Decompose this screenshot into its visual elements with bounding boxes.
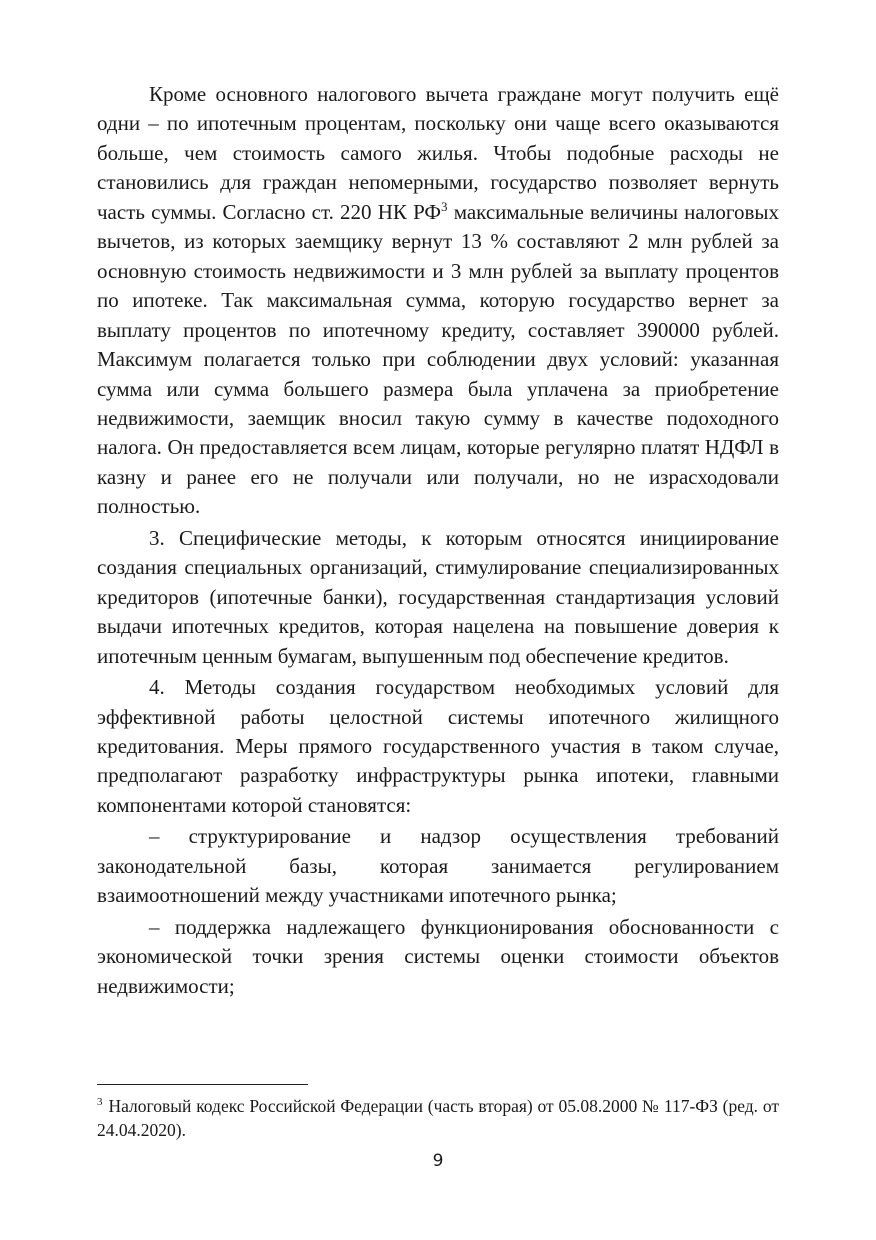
paragraph-tax-deduction-text-end: максимальные величины налоговых вычетов, из которых заемщику вернут 13 % составляют 2 млн рублей за основную стоимость недвижимости и 3 млн рублей за выплату процентов по ипотеке. Так максимальная сумма, которую государство вернет за выплату процентов по ипотечному кредиту, составляет 390000 рублей. Максимум полагается только при соблюдении двух условий: указанная сумма или сумма большего размера была уплачена за приобретение недвижимости, заемщик вносил такую сумму в качестве подоходного налога. Он предоставляется всем лицам, которые регулярно платят НДФЛ в казну и ранее его не получали или получали, но не израсходовали полностью.: [97, 199, 780, 519]
paragraph-specific-methods: 3. Специфические методы, к которым относятся инициирование создания специальных организаций, стимулирование специализированных кредиторов (ипотечные банки), государственная стандартизация условий выдачи ипотечных кредитов, которая нацелена на повышение доверия к ипотечным ценным бумагам, выпушенным под обеспечение кредитов.: [97, 525, 779, 668]
paragraph-tax-deduction-text-start: Кроме основного налогового вычета граждане могут получить ещё одни – по ипотечным процентам, поскольку они чаще всего оказываются больше, чем стоимость самого жилья. Чтобы подобные расходы не становились для граждан непомерными, государство позволяет вернуть часть суммы. Согласно ст. 220 НК РФ: [97, 82, 779, 224]
paragraph-state-conditions: 4. Методы создания государством необходимых условий для эффективной работы целостной системы ипотечного жилищного кредитования. Меры прямого государственного участия в таком случае, предполагают разработку инфраструктуры рынка ипотеки, главными компонентами которой становятся:: [97, 675, 779, 817]
footnote-text: Налоговый кодекс Российской Федерации (часть вторая) от 05.08.2000 № 117-ФЗ (ред. от 24.04.2020).: [97, 1096, 779, 1140]
paragraph-tax-deduction: [97, 80, 779, 522]
page-number: 9: [432, 1151, 444, 1171]
list-item-valuation-system: – поддержка надлежащего функционирования обоснованности с экономической точки зрения системы оценки стоимости объектов недвижимости;: [97, 914, 779, 998]
footnote-divider: [97, 1084, 308, 1085]
list-item-legislative-base: – структурирование и надзор осуществления требований законодательной базы, которая занимается регулированием взаимоотношений между участниками ипотечного рынка;: [97, 824, 779, 908]
footnote: [97, 1094, 779, 1142]
footnote-reference[interactable]: 3: [441, 198, 448, 214]
document-body: [97, 80, 779, 1001]
footnote-mark: 3: [97, 1096, 103, 1109]
